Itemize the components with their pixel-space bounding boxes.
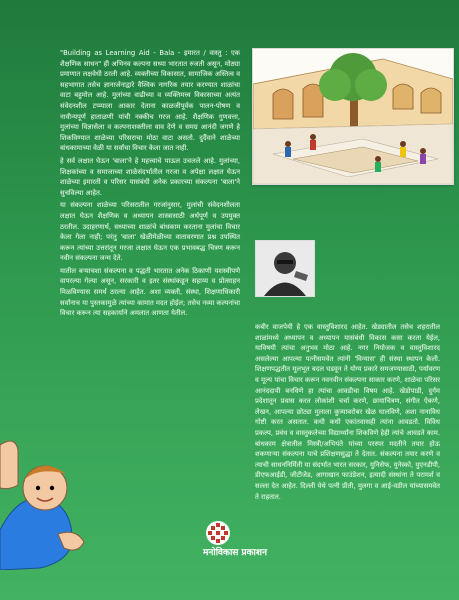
publisher-name: मनोविकास प्रकाशन <box>203 548 267 558</box>
peeking-child-illustration <box>0 430 90 570</box>
blurb-paragraph: या संकल्पना शाळेच्या परिसरातील गरजांनुसार, मुलांची संवेदनशीलता लक्षात घेऊन शैक्षणिक व अध्यापन शास्त्रासाठी अर्थपूर्ण व उपयुक्त ठरतील. उदाहरणार्थ, सध्याच्या शाळांचे बांधकाम करताना मुलांचा विचार केला गेला नाही; परंतु 'बाला' खेळीमेळीच्या वातावरणात प्रश्न उपस्थित करून त्यांच्या उत्तरांतून गरजा लक्षात घेऊन एक प्रभावबद्ध चित्रण करून नवीन संकल्पना जन्म देते. <box>60 201 240 263</box>
author-bio <box>255 322 440 502</box>
blurb-paragraph: हे सर्व लक्षात घेऊन 'बाला'ने हे महत्त्वाचे पाऊल उचलले आहे. मुलांच्या, शिक्षकांच्या व समाजाच्या शाळेसंदर्भातील गरजा व अपेक्षा लक्षात घेऊन शाळेच्या इमारती व परिसर यासंबंधी अनेक प्रकारच्या संकल्पना 'बाला'ने सुचविल्या आहेत. <box>60 156 240 197</box>
author-portrait-drawing <box>256 241 314 296</box>
school-courtyard-illustration <box>252 48 454 185</box>
blurb-text <box>60 48 240 321</box>
blurb-paragraph: यातील बऱ्याचशा संकल्पना व पद्धती भारतात अनेक ठिकाणी यशस्वीपणे वापरल्या गेल्या असून, सरकारी व इतर संस्थांकडून सहाय्य व प्रोत्साहन मिळविण्यास समर्थ ठरल्या आहेत. अशा व्यक्ती, संस्था, शिक्षणाधिकारी सर्वांनाच या पुस्तकामुळे त्यांच्या कामात मदत होईल; तसेच नव्या कल्पनांचा विचार करून त्या सहकार्याने अमलात आणता येतील. <box>60 266 240 318</box>
blurb-paragraph: "Building as Learning Aid - Bala - इमारत / वास्तु : एक शैक्षणिक साधन" ही अभिनव कल्पना सध्या भारतात रुजती असून, मोठ्या प्रमाणात लक्षवेधी ठरली आहे. व्यक्तीच्या विकासात, सामाजिक अस्तित्व व सहभागात तसेच ज्ञानार्जनाद्वारे वैश्विक नागरिक तयार करण्यात शाळांचा वाटा बहुमोल आहे. मुलांच्या वाढीच्या व व्यक्तिमत्त्व विकासाच्या अत्यंत संवेदनशील टप्प्याला आकार देताना काळजीपूर्वक पालन-पोषण व नावीन्यपूर्ण हाताळणी यांची नक्कीच गरज आहे. शैक्षणिक गुणवत्ता, मुलांच्या विज्ञासेला व कल्पनाशक्तीला वाव देणे व समग्र आनंदी जगणे हे शिकविण्यात शाळेच्या परिसराचा मोठा वाटा असतो. दुर्दैवाने शाळेच्या बांधकामाच्या वेळी या सर्वांचा विचार केला जात नाही. <box>60 49 240 153</box>
author-bio-text: कबीर वाजपेयी हे एक वास्तुविशारद आहेत. खेड्यातील तसेच शहरातील शाळांमध्ये अध्यापन व अध्यापन यासंबंधी विकास कसा करता येईल, याविषयी त्यांचा अनुभव मोठा आहे. नगर नियोजक व वास्तुविशारद असलेल्या आपल्या पत्नीसमवेत त्यांनी 'विन्यास' ही संस्था स्थापन केली. शिक्षणपद्धतीत मूलभूत बदल घडवून ते योग्य प्रकारे समजण्यासाठी, पर्यावरण व मूल्य यांचा विचार करून नवनवीन संकल्पना साकार करणे, शाळेचा परिसर आनंददायी बनविणे हा त्यांचा आवडीचा विषय आहे. खेडोपाडी, दुर्गम प्रदेशातून प्रवास करत लोकांशी चर्चा करणे, छायाचित्रण, संगीत ऐकणे, लेखन, आपल्या छोट्या मुलाला कुत्र्याबरोबर खेळ घालविणे, अशा नानाविध गोष्टी करत असतात. कधी कधी एकांतवासही त्यांना आवडतो. विविध प्रकल्प, प्रबंध व वास्तुकलेच्या विद्यार्थ्यांना शिकविणे हेही त्यांचे आवडते काम. बांधकाम क्षेत्रातील मिस्त्री/अभियंते यांच्या परस्पर मदतीने तयार होऊ शकणाऱ्या संकल्पना याचे प्रशिक्षणसुद्धा ते देतात. संकल्पना तयार करणे व त्याची साधननिर्मिती या संदर्भात भारत सरकार, युनिसेफ, युनेस्को, युएनडीपी, डीएफआईडी, जीटीजेड, आगाखान फाउंडेशन, इत्यादी संस्थांना ते परामर्श व सल्ला देत आहेत. दिल्ली येथे पत्नी प्रीती, मुलगा व आई-वडील यांच्यासमवेत ते राहतात. <box>255 323 440 501</box>
author-portrait <box>255 240 315 297</box>
publisher-logo-icon <box>205 520 231 546</box>
child-drawing <box>0 430 90 570</box>
courtyard-drawing <box>253 49 453 184</box>
